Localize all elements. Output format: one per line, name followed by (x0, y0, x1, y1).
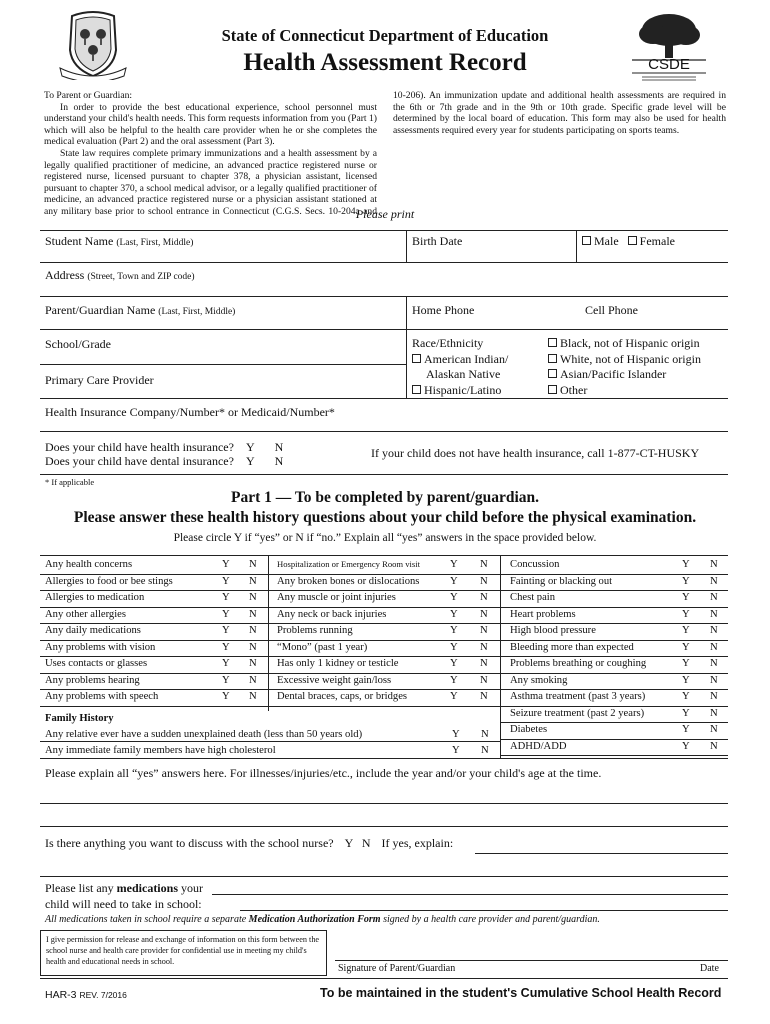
other-checkbox[interactable]: Other (548, 383, 701, 399)
yn-n-option[interactable]: N (710, 625, 718, 636)
yn-n-option[interactable]: N (480, 625, 488, 636)
medication-authorization-note: All medications taken in school require a separate Medication Authorization Form signed by a health care provider and parent/guardian. (45, 914, 600, 925)
history-question: Any smoking (510, 674, 568, 686)
explain-yes-answers: Please explain all “yes” answers here. For illnesses/injuries/etc., include the year and/or your child's age at the time. (45, 766, 602, 780)
cell-phone-field[interactable]: Cell Phone (585, 303, 638, 317)
footer-note: To be maintained in the student's Cumulative School Health Record (320, 986, 722, 1000)
table-row-divider (40, 706, 500, 707)
yn-n-option[interactable]: N (480, 641, 488, 653)
race-ethnicity-group (412, 336, 508, 398)
yn-y-option[interactable]: Y (222, 641, 230, 653)
insurance-questions (45, 440, 283, 468)
yn-y-option[interactable]: Y (682, 641, 690, 653)
home-phone-field[interactable]: Home Phone (412, 303, 475, 317)
intro-paragraph-1: In order to provide the best educational experience, school personnel must understand your child's health needs. This form requests information from you (Part 1) which will also be helpful to the health care provider when he or she completes the medical evaluation (Part 2) and the oral assessment (Part 3). (44, 101, 377, 148)
race-ethnicity-label: Race/Ethnicity (412, 336, 484, 350)
yn-n-option[interactable]: N (249, 559, 257, 570)
history-question: Any neck or back injuries (277, 608, 387, 620)
history-question: Seizure treatment (past 2 years) (510, 707, 645, 719)
nurse-explain-line[interactable] (475, 853, 728, 854)
yn-y-option[interactable]: Y (682, 740, 690, 752)
history-question: Excessive weight gain/loss (277, 674, 392, 686)
yn-y-option[interactable]: Y (222, 674, 230, 686)
yn-y-option[interactable]: Y (450, 608, 458, 620)
history-question: Any other allergies (45, 608, 126, 620)
yn-n-option[interactable]: N (249, 625, 257, 636)
insurance-field[interactable]: Health Insurance Company/Number* or Medicaid/Number* (45, 405, 335, 419)
yn-y-option[interactable]: Y (222, 691, 230, 702)
yn-n-option[interactable]: N (480, 559, 488, 570)
yn-n-option[interactable]: N (710, 559, 718, 570)
address-field[interactable]: Address (Street, Town and ZIP code) (45, 268, 195, 282)
history-question: Uses contacts or glasses (45, 658, 148, 669)
explain-line-1[interactable] (40, 803, 728, 804)
intro-text (44, 90, 726, 218)
history-question: Any problems with speech (45, 691, 159, 702)
male-checkbox[interactable]: Male (582, 234, 619, 248)
yn-y-option[interactable]: Y (682, 559, 690, 570)
nurse-n[interactable]: N (361, 836, 371, 850)
gender-options (582, 234, 675, 249)
student-name-field[interactable]: Student Name (Last, First, Middle) (45, 234, 194, 248)
history-question: Has only 1 kidney or testicle (277, 658, 399, 669)
yn-n-option[interactable]: N (480, 674, 488, 686)
yn-n-option[interactable]: N (249, 641, 257, 653)
yn-n-option[interactable]: N (249, 691, 257, 702)
agency-name: State of Connecticut Department of Education (221, 26, 549, 45)
yn-y-option[interactable]: Y (450, 691, 458, 702)
yn-n-option[interactable]: N (710, 608, 718, 620)
form-title: Health Assessment Record (243, 49, 527, 76)
yn-n-option[interactable]: N (249, 674, 257, 686)
date-label: Date (700, 963, 719, 974)
husky-note: If your child does not have health insurance, call 1-877-CT-HUSKY (371, 446, 700, 460)
american-indian-checkbox[interactable]: American Indian/ (412, 352, 508, 368)
yn-y-option[interactable]: Y (222, 559, 230, 570)
yn-n-option[interactable]: N (480, 608, 488, 620)
part1-title: Part 1 — To be completed by parent/guardian. (230, 489, 539, 506)
hispanic-checkbox[interactable]: Hispanic/Latino (412, 383, 508, 399)
history-question: Heart problems (510, 608, 576, 620)
parent-name-field[interactable]: Parent/Guardian Name (Last, First, Middle) (45, 303, 236, 317)
yn-family-2-n[interactable]: N (481, 745, 489, 756)
yn-y-option[interactable]: Y (450, 625, 458, 636)
primary-care-field[interactable]: Primary Care Provider (45, 373, 154, 387)
table-row-divider (500, 755, 728, 756)
yn-family-2-y[interactable]: Y (452, 745, 460, 756)
csde-logo (628, 10, 710, 84)
yn-n-option[interactable]: N (710, 674, 718, 686)
history-question: “Mono” (past 1 year) (277, 641, 368, 653)
dental-insurance-question[interactable]: Does your child have dental insurance? Y N (45, 454, 284, 468)
part1-instruction: Please circle Y if “yes” or N if “no.” Explain all “yes” answers in the space provided below. (173, 532, 597, 544)
alaskan-native-label: Alaskan Native (426, 367, 501, 381)
yn-n-option[interactable]: N (249, 592, 257, 603)
nurse-y[interactable]: Y (344, 836, 353, 850)
medications-line-1[interactable] (212, 894, 728, 895)
yn-n-option[interactable]: N (710, 724, 718, 735)
history-question: Any broken bones or dislocations (277, 575, 420, 587)
intro-paragraph-2: State law requires complete primary immunizations and a health assessment by a legally qualified practitioner of medicine, an advanced practice registered nurse or registered nurse, licensed pursuant to chapter 378, a physician assistant, licensed pursuant to chapter 370, a school medical advisor, or a legally qualified practitioner of medicine, an advanced practice registered nurse or a physician assistant stationed at any military base prior to school entrance in Connecticut (C.G.S. Secs. 10-204a and 10-206). An immunization update and additional health assessments are required in the 6th or 7th grade and in the 9th or 10th grade. Specific grade level will be determined by the local board of education. This form may also be used for health assessments required every year for students participating on sports teams. (44, 90, 726, 217)
white-checkbox[interactable]: White, not of Hispanic origin (548, 352, 701, 368)
yn-n-option[interactable]: N (710, 740, 718, 752)
school-grade-field[interactable]: School/Grade (45, 337, 111, 351)
yn-n-option[interactable]: N (710, 691, 718, 702)
history-question: Chest pain (510, 592, 556, 603)
yn-y-option[interactable]: Y (682, 658, 690, 669)
yn-y-option[interactable]: Y (450, 641, 458, 653)
nurse-question: Is there anything you want to discuss with the school nurse? Y N If yes, explain: (45, 836, 454, 850)
please-print: Please print (355, 207, 415, 221)
table-row-divider (40, 741, 500, 742)
yn-y-option[interactable]: Y (450, 559, 458, 570)
history-question: Problems running (277, 625, 353, 636)
history-question: Any daily medications (45, 625, 141, 636)
yn-y-option[interactable]: Y (222, 592, 230, 603)
female-checkbox[interactable]: Female (628, 234, 675, 248)
history-question: Any problems hearing (45, 674, 140, 686)
history-question: Allergies to medication (45, 592, 145, 603)
yn-y-option[interactable]: Y (450, 575, 458, 587)
yn-n-option[interactable]: N (710, 707, 718, 719)
signature-label: Signature of Parent/Guardian (338, 963, 456, 974)
history-question: Any muscle or joint injuries (277, 592, 396, 603)
yn-n-option[interactable]: N (710, 575, 718, 587)
nurse-explain-line-2[interactable] (40, 876, 728, 877)
yn-y-option[interactable]: Y (682, 575, 690, 587)
history-question: Hospitalization or Emergency Room visit (277, 559, 421, 569)
history-question: Diabetes (510, 724, 548, 735)
asian-checkbox[interactable]: Asian/Pacific Islander (548, 367, 701, 383)
history-question: Concussion (510, 559, 560, 570)
yn-n-option[interactable]: N (480, 691, 488, 702)
race-options-right (548, 336, 701, 398)
yn-y-option[interactable]: Y (450, 674, 458, 686)
medications-prompt: Please list any medications your child will need to take in school: (45, 881, 203, 911)
history-question: Asthma treatment (past 3 years) (510, 691, 646, 702)
history-question: Dental braces, caps, or bridges (277, 691, 408, 702)
history-question: Problems breathing or coughing (510, 658, 647, 669)
yn-n-option[interactable]: N (249, 608, 257, 620)
part1-subtitle: Please answer these health history questions about your child before the physical examination. (73, 509, 697, 526)
yn-y-option[interactable]: Y (682, 724, 690, 735)
black-checkbox[interactable]: Black, not of Hispanic origin (548, 336, 701, 352)
salutation: To Parent or Guardian: (44, 90, 133, 101)
yn-y-option[interactable]: Y (682, 592, 690, 603)
yn-family-1-y[interactable]: Y (452, 729, 460, 740)
yn-y-option[interactable]: Y (222, 608, 230, 620)
yn-n-option[interactable]: N (710, 658, 718, 669)
yn-y-option[interactable]: Y (682, 691, 690, 702)
history-question: Any problems with vision (45, 641, 156, 653)
yn-y-option[interactable]: Y (222, 625, 230, 636)
yn-n-option[interactable]: N (480, 592, 488, 603)
explain-line-2[interactable] (40, 826, 728, 827)
logo-text: CSDE (648, 56, 690, 73)
yn-y-option[interactable]: Y (450, 592, 458, 603)
health-insurance-question[interactable]: Does your child have health insurance? Y N (45, 440, 284, 454)
yn-y-option[interactable]: Y (450, 658, 458, 669)
yn-y-option[interactable]: Y (222, 575, 230, 587)
signature-line[interactable] (335, 960, 728, 961)
yn-y-option[interactable]: Y (222, 658, 230, 669)
yn-n-option[interactable]: N (480, 658, 488, 669)
yn-y-option[interactable]: Y (682, 674, 690, 686)
if-applicable-note: * If applicable (45, 477, 95, 487)
permission-statement: I give permission for release and exchange of information on this form between the school nurse and health care provider for confidential use in meeting my child's health and educational needs in school. (40, 930, 327, 976)
yn-family-1-n[interactable]: N (481, 729, 489, 740)
family-question-cholesterol: Any immediate family members have high cholesterol (45, 745, 276, 756)
yn-n-option[interactable]: N (249, 658, 257, 669)
history-question: ADHD/ADD (510, 740, 567, 752)
yn-n-option[interactable]: N (480, 575, 488, 587)
family-question-sudden-death: Any relative ever have a sudden unexplained death (less than 50 years old) (45, 729, 363, 740)
yn-y-option[interactable]: Y (682, 707, 690, 719)
history-question: Fainting or blacking out (510, 575, 613, 587)
history-question: High blood pressure (510, 625, 596, 636)
yn-y-option[interactable]: Y (682, 625, 690, 636)
history-question: Bleeding more than expected (510, 641, 634, 653)
family-history-heading: Family History (45, 713, 114, 724)
form-revision: HAR-3 REV. 7/2016 (45, 989, 127, 1001)
yn-n-option[interactable]: N (249, 575, 257, 587)
yn-n-option[interactable]: N (710, 641, 718, 653)
yn-n-option[interactable]: N (710, 592, 718, 603)
history-question: Allergies to food or bee stings (45, 575, 173, 587)
birth-date-field[interactable]: Birth Date (412, 234, 463, 248)
yn-y-option[interactable]: Y (682, 608, 690, 620)
history-question: Any health concerns (45, 559, 133, 570)
medications-line-2[interactable] (240, 910, 728, 911)
